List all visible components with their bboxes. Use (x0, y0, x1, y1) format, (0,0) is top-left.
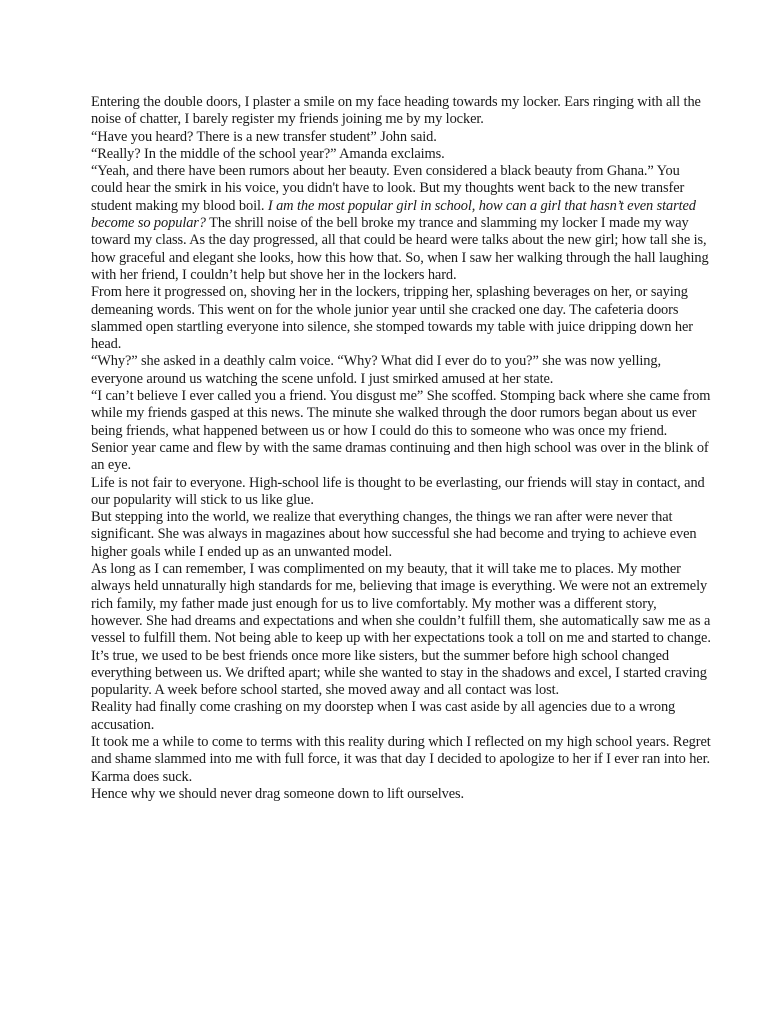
paragraph (91, 388, 711, 440)
paragraph (91, 786, 711, 803)
paragraph-text: The shrill noise of the bell broke my trance and slamming my locker I made my way toward my class. As the day progressed, all that could be heard were talks about the new girl; how tall she is, how graceful and elegant she looks, how this how that. So, when I saw her walking through the hall laughing with her friend, I couldn’t help but shove her in the lockers hard. (91, 215, 709, 283)
paragraph (91, 353, 711, 388)
paragraph-text: “Why?” she asked in a deathly calm voice. “Why? What did I ever do to you?” she was now yelling, everyone around us watching the scene unfold. I just smirked amused at her state. (91, 353, 661, 387)
paragraph (91, 129, 711, 146)
italic-thought: I am the most popular girl in school, how can a girl that hasn’t even started become so popular? (91, 197, 696, 232)
paragraph-text: But stepping into the world, we realize that everything changes, the things we ran after were never that significant. She was always in magazines about how successful she had become and trying to achieve even higher goals while I ended up as an unwanted model. (91, 509, 697, 560)
paragraph-text: “I can’t believe I ever called you a friend. You disgust me” She scoffed. Stomping back where she came from while my friends gasped at this news. The minute she walked through the door rumors began about us ever being friends, what happened between us or how I could do this to someone who was once my friend. (91, 388, 711, 439)
paragraph (91, 561, 711, 699)
paragraph-text: “Yeah, and there have been rumors about her beauty. Even considered a black beauty from Ghana.” You could hear the smirk in his voice, you didn't have to look. But my thoughts went back to the new transfer student making my blood boil. (91, 163, 685, 214)
paragraph (91, 475, 711, 510)
paragraph (91, 734, 711, 769)
paragraph (91, 769, 711, 786)
paragraph-text: As long as I can remember, I was complimented on my beauty, that it will take me to places. My mother always held unnaturally high standards for me, believing that image is everything. We were not an extremely rich family, my father made just enough for us to live comfortably. My mother was a different story, however. She had dreams and expectations and when she couldn’t fulfill them, she automatically saw me as a vessel to fulfill them. Not being able to keep up with her expectations took a toll on me and started to change. It’s true, we used to be best friends once more like sisters, but the summer before high school changed everything between us. We drifted apart; while she wanted to stay in the shadows and excel, I started craving popularity. A week before school started, she moved away and all contact was lost. (91, 561, 711, 699)
story-text (91, 94, 711, 803)
paragraph (91, 94, 711, 129)
paragraph (91, 440, 711, 475)
paragraph-text: Entering the double doors, I plaster a smile on my face heading towards my locker. Ears ringing with all the noise of chatter, I barely register my friends joining me by my locker. (91, 94, 701, 128)
paragraph-text: “Have you heard? There is a new transfer student” John said. (91, 128, 437, 145)
paragraph-text: Karma does suck. (91, 768, 193, 785)
paragraph-text: “Really? In the middle of the school year?” Amanda exclaims. (91, 145, 445, 162)
paragraph-text: Hence why we should never drag someone down to lift ourselves. (91, 785, 465, 802)
paragraph (91, 509, 711, 561)
paragraph-text: It took me a while to come to terms with this reality during which I reflected on my high school years. Regret and shame slammed into me with full force, it was that day I decided to apologize to her if I ever ran into her. (91, 733, 711, 768)
paragraph-text: From here it progressed on, shoving her in the lockers, tripping her, splashing beverages on her, or saying demeaning words. This went on for the whole junior year until she cracked one day. The cafeteria doors slammed open startling everyone into silence, she stomped towards my table with juice dripping down her head. (91, 284, 693, 353)
paragraph (91, 163, 711, 284)
paragraph-text: Life is not fair to everyone. High-school life is thought to be everlasting, our friends will stay in contact, and our popularity will stick to us like glue. (91, 474, 705, 508)
paragraph (91, 699, 711, 734)
paragraph-text: Reality had finally come crashing on my doorstep when I was cast aside by all agencies due to a wrong accusation. (91, 699, 676, 733)
paragraph-text: Senior year came and flew by with the same dramas continuing and then high school was over in the blink of an eye. (91, 439, 709, 474)
paragraph (91, 146, 711, 163)
paragraph (91, 284, 711, 353)
